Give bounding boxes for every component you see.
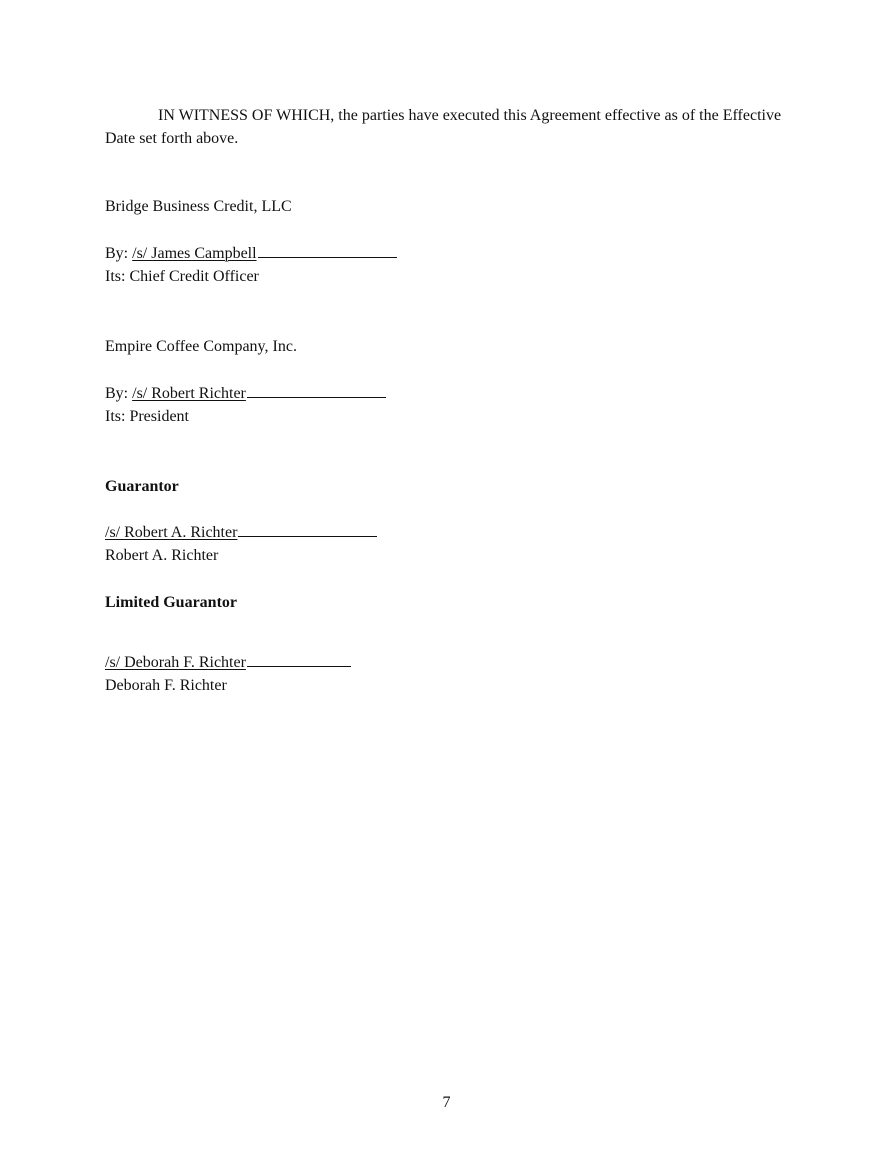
borrower-signature-rule (247, 396, 386, 398)
lender-by-label: By: (105, 245, 133, 262)
page-number: 7 (442, 1094, 451, 1111)
lender-company-name: Bridge Business Credit, LLC (105, 198, 292, 215)
borrower-by-label: By: (105, 385, 133, 402)
lender-signer-title: Its: Chief Credit Officer (105, 268, 259, 285)
borrower-signer-title: Its: President (105, 408, 189, 425)
limited-guarantor-signature: /s/ Deborah F. Richter (105, 654, 246, 671)
borrower-signature: /s/ Robert Richter (132, 385, 246, 402)
witness-clause (105, 104, 785, 150)
limited-guarantor-heading: Limited Guarantor (105, 594, 237, 611)
limited-guarantor-signature-line (105, 653, 351, 673)
guarantor-signature: /s/ Robert A. Richter (105, 524, 238, 541)
guarantor-signature-line (105, 523, 377, 543)
lender-signature: /s/ James Campbell (132, 245, 257, 262)
guarantor-printed-name: Robert A. Richter (105, 547, 219, 564)
guarantor-heading: Guarantor (105, 478, 179, 495)
limited-guarantor-printed-name: Deborah F. Richter (105, 677, 227, 694)
borrower-signature-line (105, 384, 386, 404)
witness-clause-text: IN WITNESS OF WHICH, the parties have executed this Agreement effective as of the Effective Date set forth above. (105, 107, 782, 147)
lender-signature-rule (258, 256, 397, 258)
borrower-company-name: Empire Coffee Company, Inc. (105, 338, 297, 355)
limited-guarantor-signature-rule (247, 665, 351, 667)
lender-signature-line (105, 244, 397, 264)
guarantor-signature-rule (238, 535, 377, 537)
